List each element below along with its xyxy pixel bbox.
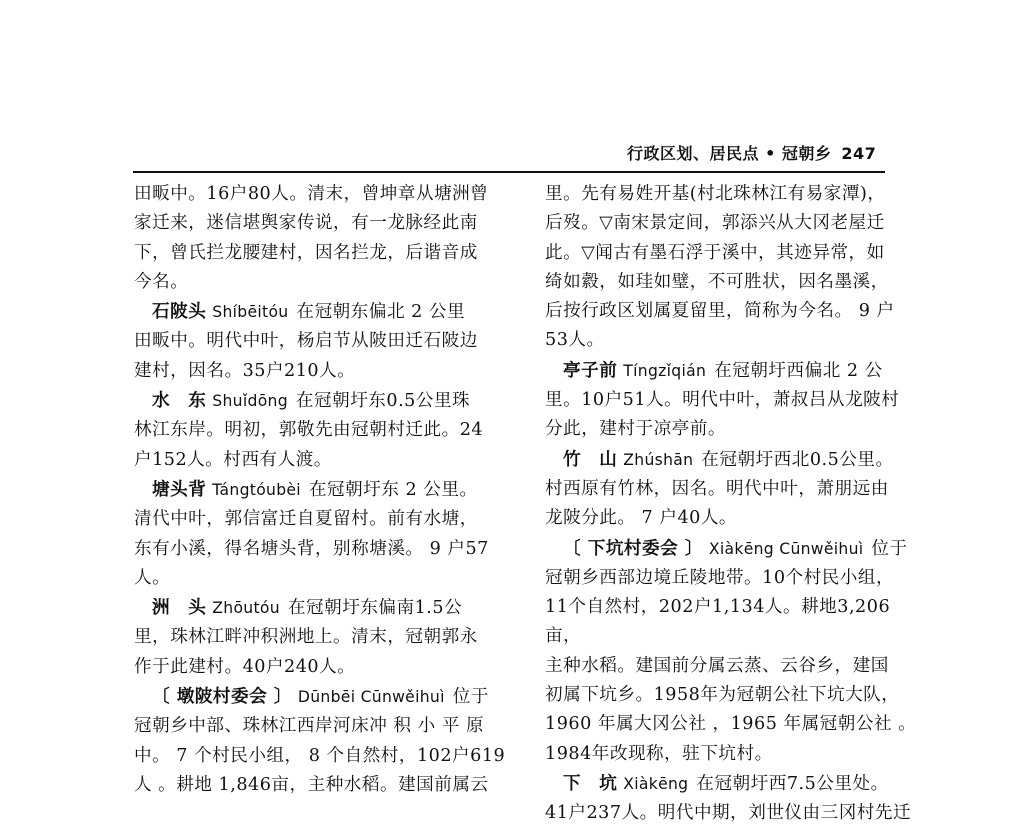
- entry-xiakeng: [545, 769, 923, 829]
- text-line: 在冠朝圩西7.5公里处。: [696, 773, 889, 794]
- text-line: 11个自然村，202户1,134人。耕地3,206亩，: [545, 597, 891, 647]
- entry-tingziqian: [545, 356, 923, 445]
- entry-pinyin: Xiàkēng: [623, 774, 689, 793]
- entry-first-line: [545, 769, 923, 799]
- entry-pinyin: Tángtóubèi: [212, 480, 301, 499]
- entry-shibeitou: [134, 297, 512, 386]
- entry-first-line: [545, 445, 923, 475]
- text-line: 41户237人。明代中期，刘世仪由三冈村先迁: [545, 803, 912, 824]
- text-line: 53人。: [545, 330, 605, 351]
- entry-name: 亭子前: [563, 359, 618, 381]
- text-line: 里。先有易姓开基(村北珠林江有易家潭)，: [545, 184, 886, 204]
- text-line: 在冠朝东偏北 2 公里: [296, 302, 466, 323]
- text-line: 在冠朝圩东 2 公里。: [308, 479, 478, 500]
- left-column: [134, 180, 512, 800]
- text-line: 清代中叶，郭信富迁自夏留村。前有水塘，: [134, 509, 478, 530]
- text-line: 里，珠林江畔冲积洲地上。清末，冠朝郭永: [134, 627, 478, 648]
- entry-xiakeng-committee: [545, 534, 923, 769]
- text-line: 绮如縠，如珪如璧，不可胜状，因名墨溪，: [545, 271, 889, 292]
- text-line: 村西原有竹林，因名。明代中叶，萧朋远由: [545, 478, 889, 499]
- text-line: 东有小溪，得名塘头背，别称塘溪。 9 户57: [134, 538, 489, 559]
- text-line: 在冠朝圩西北0.5公里。: [701, 449, 894, 470]
- entry-pinyin: Shíbēitóu: [212, 303, 289, 322]
- text-line: 初属下坑乡。1958年为冠朝公社下坑大队，: [545, 685, 900, 706]
- text-line: 户152人。村西有人渡。: [134, 449, 332, 470]
- text-line: 在冠朝圩东偏南1.5公: [287, 598, 463, 619]
- entry-name: 〔 下坑村委会 〕: [563, 537, 703, 559]
- entry-zhushan: [545, 445, 923, 534]
- header-title: 行政区划、居民点 • 冠朝乡: [627, 144, 832, 163]
- entry-first-line: [134, 682, 512, 712]
- entry-name: 下 坑: [563, 772, 618, 794]
- text-line: 此。▽闻古有墨石浮于溪中，其迹异常，如: [545, 242, 885, 263]
- entry-name: 洲 头: [152, 597, 207, 619]
- text-line: 1960 年属大冈公社 ，1965 年属冠朝公社 。: [545, 714, 917, 735]
- entry-dunbei-committee: [134, 682, 512, 800]
- entry-pinyin: Xiàkēng Cūnwěihuì: [708, 539, 864, 558]
- header-rule: [133, 171, 885, 173]
- entry-first-line: [134, 386, 512, 416]
- entry-pinyin: Dūnbēi Cūnwěihuì: [297, 688, 445, 707]
- continued-paragraph: [545, 180, 923, 356]
- text-line: 后歿。▽南宋景定间，郭添兴从大冈老屋迁: [545, 213, 885, 234]
- entry-name: 水 东: [152, 390, 207, 412]
- entry-pinyin: Zhōutóu: [212, 599, 280, 618]
- text-line: 位于: [452, 687, 489, 708]
- entry-pinyin: Tíngzǐqián: [623, 361, 707, 380]
- entry-zhoutou: [134, 593, 512, 682]
- text-line: 林江东岸。明初，郭敬先由冠朝村迁此。24: [134, 420, 484, 441]
- entry-first-line: [134, 475, 512, 505]
- text-line: 家迁来，迷信堪舆家传说，有一龙脉经此南: [134, 213, 478, 234]
- entry-name: 〔 墩陂村委会 〕: [152, 686, 292, 708]
- entry-tangtoubei: [134, 475, 512, 593]
- entry-name: 竹 山: [563, 448, 618, 470]
- text-line: 分此，建村于凉亭前。: [545, 419, 726, 440]
- text-line: 人。: [134, 567, 171, 588]
- running-header: [627, 141, 897, 164]
- text-line: 里。10户51人。明代中叶，萧叔吕从龙陂村: [545, 390, 900, 411]
- page-number: 247: [841, 144, 877, 163]
- text-line: 主种水稻。建国前分属云蒸、云谷乡，建国: [545, 655, 889, 676]
- entry-name: 石陂头: [152, 301, 207, 323]
- text-line: 下，曾氏拦龙腰建村，因名拦龙，后谐音成: [134, 242, 478, 263]
- entry-pinyin: Zhúshān: [623, 450, 694, 469]
- text-line: 在冠朝圩东0.5公里珠: [295, 391, 471, 412]
- entry-first-line: [545, 356, 923, 386]
- text-line: 冠朝乡西部边境丘陵地带。10个村民小组，: [545, 567, 895, 588]
- text-line: 人 。耕地 1,846亩，主种水稻。建国前属云: [134, 774, 489, 795]
- text-line: 田畈中。明代中叶，杨启节从陂田迁石陂边: [134, 331, 478, 352]
- entry-first-line: [134, 297, 512, 327]
- text-line: 作于此建村。40户240人。: [134, 656, 356, 677]
- entry-first-line: [545, 534, 923, 564]
- text-line: 建村，因名。35户210人。: [134, 360, 356, 381]
- entry-pinyin: Shuǐdōng: [212, 392, 288, 411]
- entry-shuidong: [134, 386, 512, 475]
- text-line: 在冠朝圩西偏北 2 公: [714, 360, 883, 381]
- text-line: 龙陂分此。 7 户40人。: [545, 508, 738, 529]
- text-line: 1984年改现称，驻下坑村。: [545, 743, 773, 764]
- text-line: 今名。: [134, 271, 189, 292]
- text-line: 后按行政区划属夏留里，简称为今名。 9 户: [545, 301, 895, 322]
- text-line: 田畈中。16户80人。清末，曾坤章从塘洲曾: [134, 184, 489, 204]
- text-line: 冠朝乡中部、珠林江西岸河床冲 积 小 平 原: [134, 716, 485, 737]
- right-column: [545, 180, 923, 829]
- text-line: 位于: [871, 538, 908, 559]
- text-line: 中。 7 个村民小组， 8 个自然村，102户619: [134, 745, 506, 766]
- entry-name: 塘头背: [152, 478, 207, 500]
- continued-paragraph: [134, 180, 512, 297]
- entry-first-line: [134, 593, 512, 623]
